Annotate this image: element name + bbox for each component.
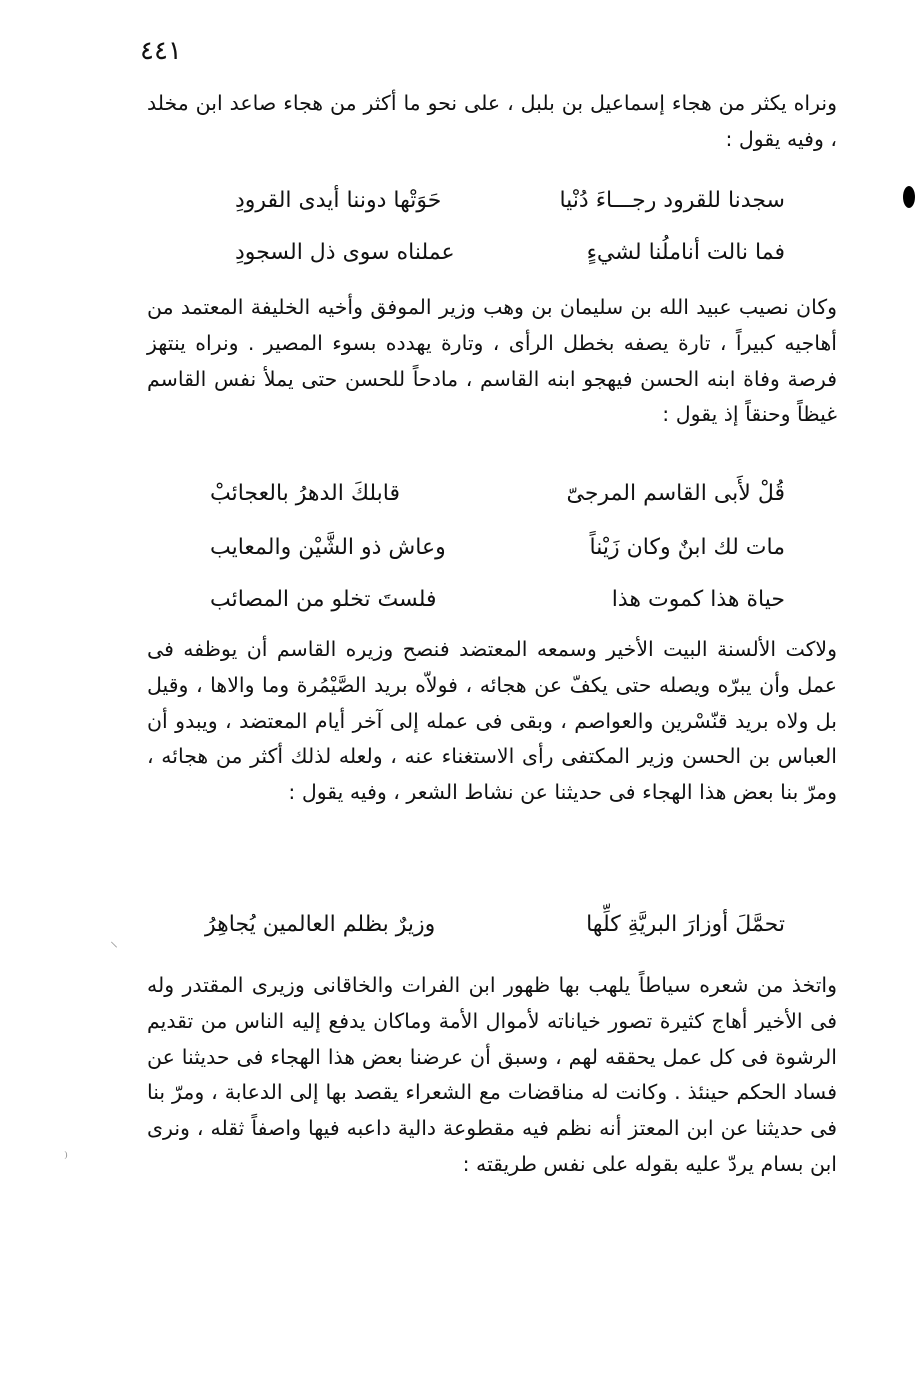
verse-second-hemistich: حَوَتْها دوننا أيدى القرودِ (235, 188, 442, 213)
verse-first-hemistich: تحمَّلَ أوزارَ البريَّةِ كلِّها (586, 912, 785, 937)
verse-first-hemistich: قُلْ لأَبى القاسم المرجىّ (566, 481, 785, 506)
paragraph-intro: ونراه يكثر من هجاء إسماعيل بن بلبل ، على نحو ما أكثر من هجاء صاعد ابن مخلد ، وفيه يقول : (147, 91, 837, 151)
paragraph-ibn-bassam: واتخذ من شعره سياطاً يلهب بها ظهور ابن الفرات والخاقانى وزيرى المقتدر وله فى الأخير أهاج كثيرة تصور خياناته لأموال الأمة وماكان يدفع إليه الناس من تقديم الرشوة فى كل عمل يحققه لهم ، وسبق أن عرضنا بعض هذا الهجاء فى حديثنا عن فساد الحكم حينئذ . وكانت له مناقضات مع الشعراء يقصد بها إلى الدعابة ، ومرّ بنا فى حديثنا عن ابن المعتز أنه نظم فيه مقطوعة دالية داعبه فيها واصفاً ثقله ، ونرى ابن بسام يردّ عليه بقوله على نفس طريقته : (147, 973, 837, 1176)
verse-first-hemistich: حياة هذا كموت هذا (611, 587, 785, 612)
verse-line (210, 585, 785, 615)
verse-first-hemistich: فما نالت أناملُنا لشيءٍ (586, 240, 785, 265)
paragraph-ubaydallah: وكان نصيب عبيد الله بن سليمان بن وهب وزير الموفق وأخيه الخليفة المعتمد من أهاجيه كبيراً ، تارة يصفه بخطل الرأى ، وتارة يهدده بسوء المصير . ونراه ينتهز فرصة وفاة ابنه الحسن فيهجو ابنه القاسم ، مادحاً للحسن حتى يملأ نفس القاسم غيظاً وحنقاً إذ يقول : (147, 295, 837, 427)
verse-first-hemistich: مات لك ابنٌ وكان زَيْناً (589, 535, 785, 560)
verse-line (205, 910, 785, 940)
verse-line (210, 533, 785, 563)
verse-second-hemistich: عملناه سوى ذل السجودِ (235, 240, 455, 265)
verse-first-hemistich: سجدنا للقرود رجـــاءَ دُنْيا (559, 188, 785, 213)
page-number: ٤٤١ (140, 36, 182, 66)
verse-line (210, 479, 785, 509)
verse-line (235, 238, 785, 268)
scan-speck: ⸌ (110, 938, 119, 957)
verse-line (235, 186, 785, 216)
verse-second-hemistich: وعاش ذو الشَّيْن والمعايب (210, 535, 446, 560)
verse-second-hemistich: فلستَ تخلو من المصائب (210, 587, 437, 612)
verse-second-hemistich: وزيرٌ بظلم العالمين يُجاهِرُ (205, 912, 436, 937)
margin-ink-mark (903, 186, 915, 208)
verse-second-hemistich: قابلكَ الدهرُ بالعجائبْ (210, 481, 401, 506)
paragraph-mutadid: ولاكت الألسنة البيت الأخير وسمعه المعتضد فنصح وزيره القاسم أن يوظفه فى عمل وأن يبرّه ويصله حتى يكفّ عن هجائه ، فولاّه بريد الصَّيْمُرة وما والاها ، وقيل بل ولاه بريد قنّسْرين والعواصم ، وبقى فى عمله إلى آخر أيام المعتضد ، ويبدو أن العباس بن الحسن وزير المكتفى رأى الاستغناء عنه ، ولعله لذلك أكثر من هجائه ، ومرّ بنا بعض هذا الهجاء فى حديثنا عن نشاط الشعر ، وفيه يقول : (147, 637, 837, 805)
scan-speck: ⁾ (64, 1148, 68, 1167)
